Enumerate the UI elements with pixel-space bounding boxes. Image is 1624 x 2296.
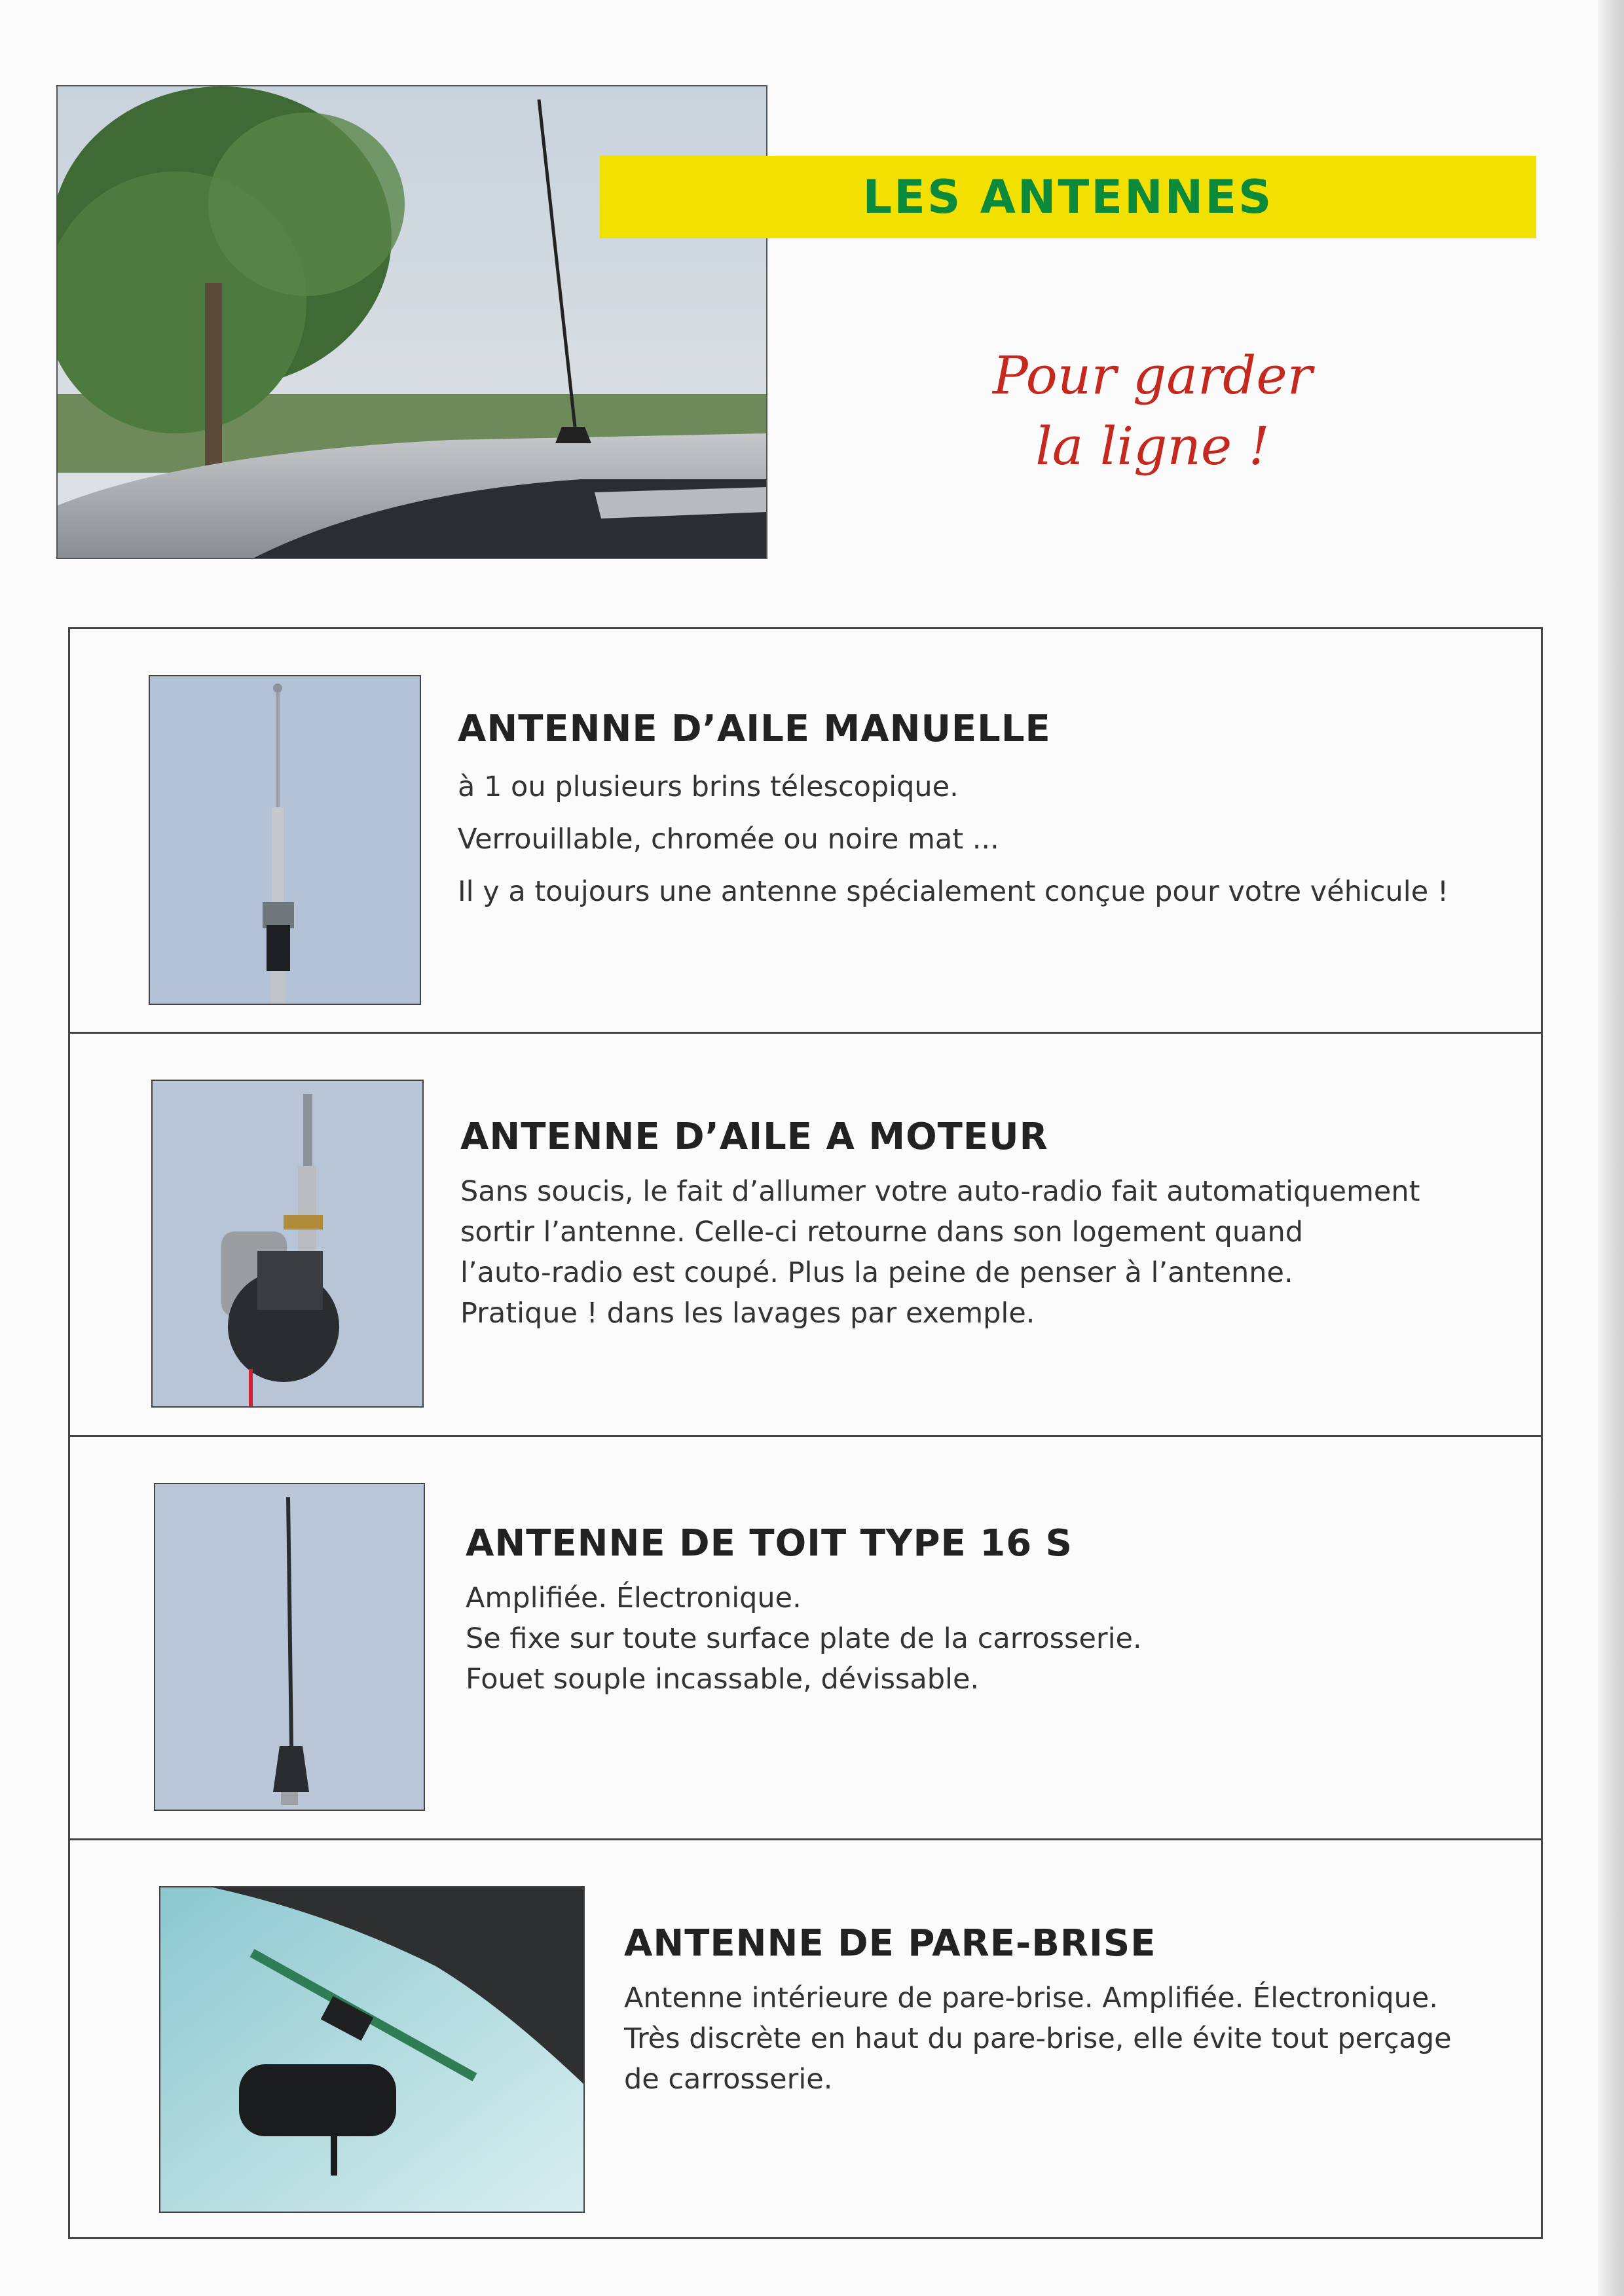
product-title: ANTENNE DE TOIT TYPE 16 S bbox=[466, 1522, 1073, 1565]
description-line: Amplifiée. Électronique. bbox=[466, 1582, 802, 1614]
product-description bbox=[460, 1171, 1420, 1334]
product-title: ANTENNE D’AILE A MOTEUR bbox=[460, 1116, 1048, 1158]
description-line: Sans soucis, le fait d’allumer votre auto-radio fait automatiquement bbox=[460, 1175, 1420, 1208]
description-line: Antenne intérieure de pare-brise. Amplifiée. Électronique. bbox=[624, 1982, 1439, 2014]
roof-antenna-16s-photo bbox=[155, 1484, 424, 1810]
description-line: Il y a toujours une antenne spécialement conçue pour votre véhicule ! bbox=[458, 875, 1449, 908]
product-row-motor bbox=[70, 1032, 1541, 1435]
slogan-line-1: Pour garder bbox=[993, 345, 1312, 406]
title-band bbox=[600, 156, 1536, 238]
product-photo bbox=[154, 1483, 425, 1811]
product-title: ANTENNE D’AILE MANUELLE bbox=[458, 708, 1051, 750]
product-photo bbox=[149, 675, 421, 1005]
description-line: de carrosserie. bbox=[624, 2063, 833, 2096]
product-row-windshield bbox=[70, 1838, 1541, 2237]
product-photo bbox=[151, 1080, 424, 1408]
description-line: Verrouillable, chromée ou noire mat ... bbox=[458, 823, 999, 856]
description-line: Pratique ! dans les lavages par exemple. bbox=[460, 1297, 1035, 1330]
product-photo bbox=[159, 1886, 585, 2213]
description-line: à 1 ou plusieurs brins télescopique. bbox=[458, 771, 959, 803]
page-title: LES ANTENNES bbox=[862, 170, 1274, 224]
motor-antenna-photo bbox=[153, 1081, 422, 1406]
description-line: sortir l’antenne. Celle-ci retourne dans son logement quand bbox=[460, 1216, 1304, 1248]
product-list bbox=[68, 627, 1543, 2239]
description-line: Se fixe sur toute surface plate de la carrosserie. bbox=[466, 1622, 1142, 1655]
product-row-roof bbox=[70, 1435, 1541, 1838]
slogan-line-2: la ligne ! bbox=[1035, 416, 1270, 477]
description-line: Très discrète en haut du pare-brise, elle évite tout perçage bbox=[624, 2022, 1452, 2055]
page-edge-shadow bbox=[1598, 0, 1624, 2296]
description-line: Fouet souple incassable, dévissable. bbox=[466, 1663, 980, 1696]
description-line: l’auto-radio est coupé. Plus la peine de penser à l’antenne. bbox=[460, 1256, 1293, 1289]
product-row-manual bbox=[70, 629, 1541, 1032]
manual-antenna-photo bbox=[150, 676, 420, 1004]
product-description bbox=[624, 1978, 1452, 2100]
slogan bbox=[969, 340, 1336, 482]
product-title: ANTENNE DE PARE-BRISE bbox=[624, 1922, 1156, 1965]
product-description bbox=[466, 1578, 1142, 1700]
product-description bbox=[458, 767, 1449, 924]
windshield-antenna-photo bbox=[160, 1887, 583, 2212]
